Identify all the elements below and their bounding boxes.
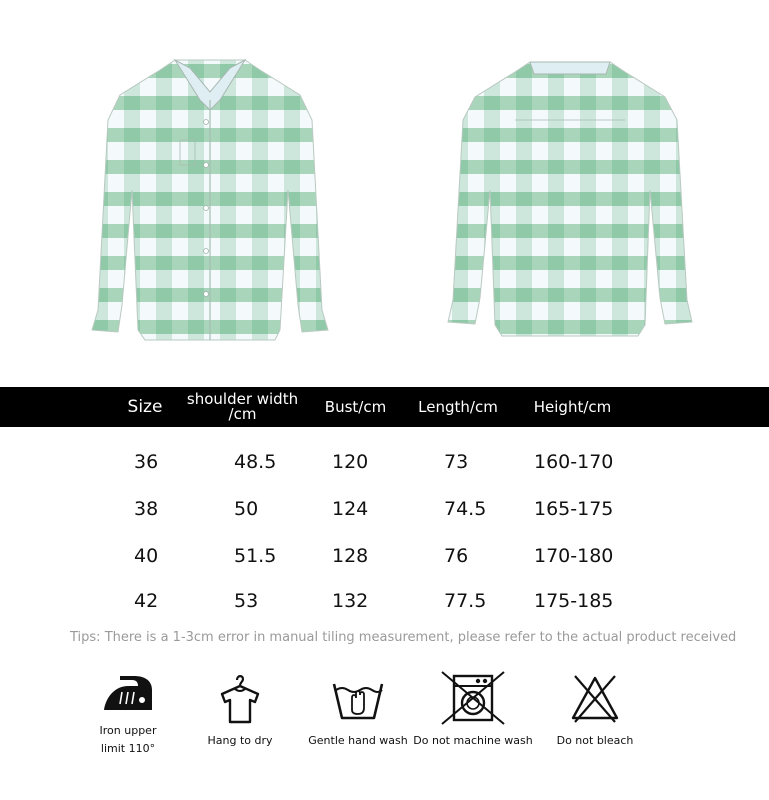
care-item-hand-wash [298,670,418,750]
no-bleach-icon [565,670,625,726]
cell-size: 40 [134,545,159,567]
care-item-hang [180,670,300,750]
cell-height: 160-170 [534,451,614,473]
cell-size: 42 [134,590,159,612]
header-length: Length/cm [418,397,498,416]
cell-height: 175-185 [534,590,614,612]
header-shoulder-line2: /cm [228,405,257,423]
hanger-shirt-icon [210,670,270,726]
cell-length: 73 [444,451,469,473]
care-item-iron [68,670,188,758]
size-table-header [0,387,769,427]
care-label-no-machine-wash: Do not machine wash [413,734,533,747]
cell-height: 170-180 [534,545,614,567]
table-row [0,494,769,524]
cell-shoulder: 51.5 [234,545,277,567]
cell-size: 38 [134,498,159,520]
table-row [0,541,769,571]
cell-bust: 128 [332,545,369,567]
header-shoulder [180,387,305,427]
no-machine-wash-icon [438,670,508,726]
cell-bust: 120 [332,451,369,473]
hand-wash-icon [328,670,388,726]
table-row [0,447,769,477]
measurement-tips: Tips: There is a 1-3cm error in manual tiling measurement, please refer to the actual product received [70,630,737,645]
cell-length: 74.5 [444,498,487,520]
header-shoulder-line1: shoulder width [186,390,299,408]
cell-bust: 124 [332,498,369,520]
shirt-front-photo [60,0,350,380]
header-height: Height/cm [533,397,612,416]
cell-shoulder: 48.5 [234,451,277,473]
cell-length: 76 [444,545,469,567]
iron-icon [98,670,158,716]
care-label-no-bleach: Do not bleach [556,734,634,747]
cell-height: 165-175 [534,498,614,520]
cell-size: 36 [134,451,159,473]
table-row [0,586,769,616]
shirt-back-photo [420,0,710,380]
care-label-hand-wash: Gentle hand wash [308,734,408,747]
cell-shoulder: 53 [234,590,259,612]
header-bust: Bust/cm [324,397,387,416]
header-size: Size [127,396,163,417]
care-item-no-machine-wash [413,670,533,750]
care-label-iron: Iron upper limit 110° [99,724,157,755]
care-item-no-bleach [535,670,655,750]
care-label-hang: Hang to dry [207,734,273,747]
cell-bust: 132 [332,590,369,612]
cell-shoulder: 50 [234,498,259,520]
cell-length: 77.5 [444,590,487,612]
